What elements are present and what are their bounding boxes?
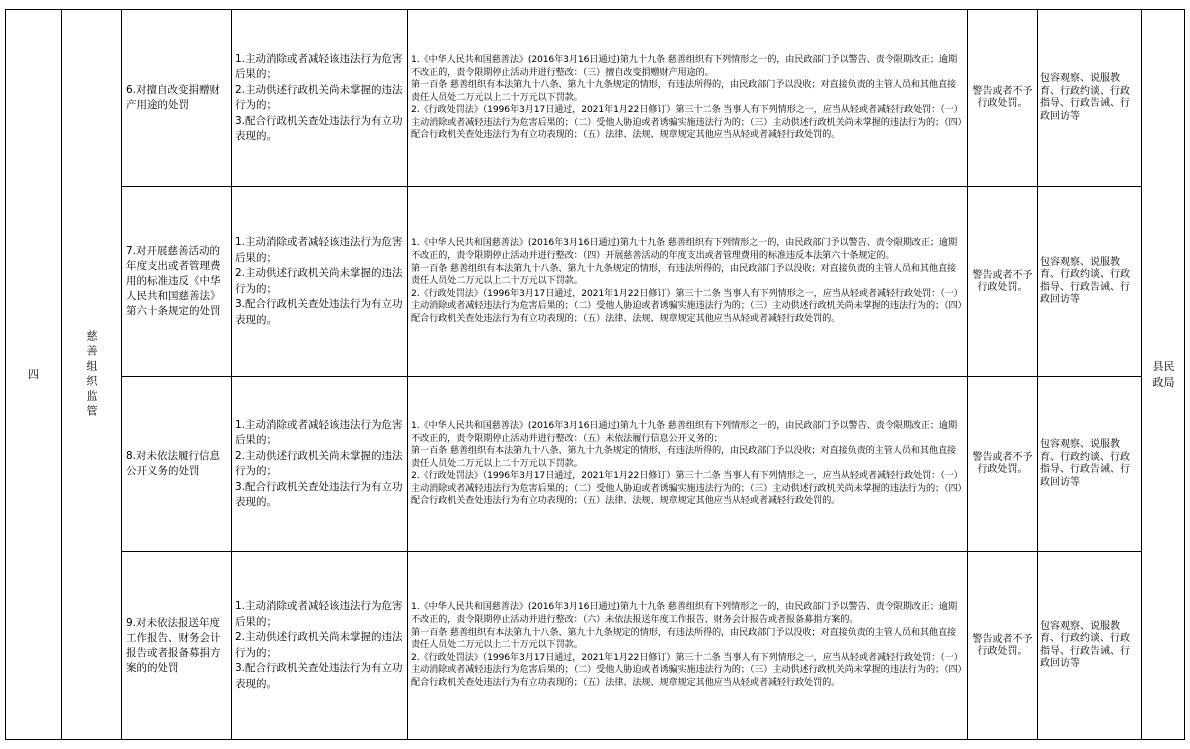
sequence-number: 四 (28, 368, 39, 381)
condition-line: 1.主动消除或者减轻该违法行为危害后果的； (235, 236, 403, 264)
item-cell (122, 552, 231, 739)
legal-basis-paragraph: 2.《行政处罚法》（1996年3月17日通过，2021年1月22日修订）第三十二条 当事人有下列情形之一，应当从轻或者减轻行政处罚：（一）主动消除或者减轻违法行为危害后果的；（二）受他人胁迫或者诱骗实施违法行为的；（三）主动供述行政机关尚未掌握的违法行为的；（四）配合行政机关查处违法行为有立功表现的；（五）法律、法规、规章规定其他应当从轻或者减轻行政处罚的。 (411, 470, 963, 507)
conditions-cell (232, 377, 407, 551)
penalty-text: 警告或者不予行政处罚。 (972, 452, 1033, 475)
measures-text: 包容观察、说服教育、行政约谈、行政指导、行政告诫、行政回访等 (1040, 73, 1130, 122)
item-text: 6.对擅自改变捐赠财产用途的处罚 (126, 84, 221, 111)
item-cell (122, 377, 231, 551)
item-text: 8.对未依法履行信息公开义务的处罚 (126, 450, 221, 477)
measures-cell (1038, 10, 1141, 186)
legal-basis-paragraph: 1.《中华人民共和国慈善法》(2016年3月16日通过)第九十九条 慈善组织有下列情形之一的，由民政部门予以警告、责令限期改正；逾期不改正的，责令限期停止活动并进行整改：（三）擅自改变捐赠财产用途的。 (411, 53, 957, 78)
condition-line: 2.主动供述行政机关尚未掌握的违法行为的； (235, 449, 403, 477)
condition-line: 2.主动供述行政机关尚未掌握的违法行为的； (235, 267, 403, 295)
measures-cell (1038, 552, 1141, 739)
legal-basis-paragraph: 第一百条 慈善组织有本法第九十八条、第九十九条规定的情形，有违法所得的，由民政部门予以没收；对直接负责的主管人员和其他直接责任人员处二万元以上二十万元以下罚款。 (411, 262, 957, 287)
legal-basis-paragraph: 1.《中华人民共和国慈善法》(2016年3月16日通过)第九十九条 慈善组织有下列情形之一的，由民政部门予以警告、责令限期改正；逾期不改正的，责令限期停止活动并进行整改：（五）未依法履行信息公开义务的； (411, 419, 957, 444)
legal-basis-paragraph: 2.《行政处罚法》（1996年3月17日通过，2021年1月22日修订）第三十二条 当事人有下列情形之一，应当从轻或者减轻行政处罚：（一）主动消除或者减轻违法行为危害后果的；（二）受他人胁迫或者诱骗实施违法行为的；（三）主动供述行政机关尚未掌握的违法行为的；（四）配合行政机关查处违法行为有立功表现的；（五）法律、法规、规章规定其他应当从轻或者减轻行政处罚的。 (411, 287, 963, 324)
condition-line: 2.主动供述行政机关尚未掌握的违法行为的； (235, 83, 403, 111)
legal-basis-paragraph: 2.《行政处罚法》（1996年3月17日通过，2021年1月22日修订）第三十二条 当事人有下列情形之一，应当从轻或者减轻行政处罚：（一）主动消除或者减轻违法行为危害后果的；（二）受他人胁迫或者诱骗实施违法行为的；（三）主动供述行政机关尚未掌握的违法行为的；（四）配合行政机关查处违法行为有立功表现的；（五）法律、法规、规章规定其他应当从轻或者减轻行政处罚的。 (411, 104, 963, 141)
penalty-text: 警告或者不予行政处罚。 (972, 269, 1033, 293)
condition-line: 3.配合行政机关查处违法行为有立功表现的。 (235, 480, 403, 508)
item-cell (122, 187, 231, 376)
measures-text: 包容观察、说服教育、行政约谈、行政指导、行政告诫、行政回访等 (1040, 256, 1130, 305)
item-text: 7.对开展慈善活动的年度支出或者管理费用的标准违反《中华人民共和国慈善法》第六十条规定的处罚 (126, 245, 221, 317)
basis-cell (408, 377, 967, 551)
condition-line: 3.配合行政机关查处违法行为有立功表现的。 (235, 298, 403, 326)
item-cell (122, 10, 231, 186)
condition-line: 3.配合行政机关查处违法行为有立功表现的。 (235, 662, 403, 690)
legal-basis-paragraph: 第一百条 慈善组织有本法第九十八条、第九十九条规定的情形，有违法所得的，由民政部门予以没收；对直接负责的主管人员和其他直接责任人员处二万元以上二十万元以下罚款。 (411, 79, 957, 103)
measures-cell (1038, 187, 1141, 376)
legal-basis-paragraph: 第一百条 慈善组织有本法第九十八条、第九十九条规定的情形，有违法所得的，由民政部门予以没收；对直接负责的主管人员和其他直接责任人员处二万元以上二十万元以下罚款。 (411, 626, 957, 651)
basis-cell (408, 187, 967, 376)
basis-cell (408, 552, 967, 739)
penalty-cell (968, 377, 1037, 551)
category-label: 慈善组织监管 (85, 329, 98, 420)
conditions-cell (232, 10, 407, 186)
legal-basis-paragraph: 第一百条 慈善组织有本法第九十八条、第九十九条规定的情形，有违法所得的，由民政部门予以没收；对直接负责的主管人员和其他直接责任人员处二万元以上二十万元以下罚款。 (411, 445, 957, 469)
penalty-cell (968, 187, 1037, 376)
measures-text: 包容观察、说服教育、行政约谈、行政指导、行政告诫、行政回访等 (1040, 439, 1130, 488)
condition-line: 1.主动消除或者减轻该违法行为危害后果的； (235, 418, 403, 446)
condition-line: 2.主动供述行政机关尚未掌握的违法行为的； (235, 631, 403, 659)
penalty-cell (968, 10, 1037, 186)
measures-cell (1038, 377, 1141, 551)
legal-basis-paragraph: 2.《行政处罚法》（1996年3月17日通过，2021年1月22日修订）第三十二条 当事人有下列情形之一，应当从轻或者减轻行政处罚：（一）主动消除或者减轻违法行为危害后果的；（二）受他人胁迫或者诱骗实施违法行为的；（三）主动供述行政机关尚未掌握的违法行为的；（四）配合行政机关查处违法行为有立功表现的；（五）法律、法规、规章规定其他应当从轻或者减轻行政处罚的。 (411, 651, 963, 688)
regulation-table (5, 9, 1185, 740)
penalty-cell (968, 552, 1037, 739)
condition-line: 3.配合行政机关查处违法行为有立功表现的。 (235, 114, 403, 142)
department-label: 县民政局 (1152, 359, 1175, 389)
basis-cell (408, 10, 967, 186)
measures-text: 包容观察、说服教育、行政约谈、行政指导、行政告诫、行政回访等 (1040, 620, 1130, 669)
penalty-text: 警告或者不予行政处罚。 (972, 633, 1033, 657)
legal-basis-paragraph: 1.《中华人民共和国慈善法》(2016年3月16日通过)第九十九条 慈善组织有下列情形之一的，由民政部门予以警告、责令限期改正；逾期不改正的，责令限期停止活动并进行整改：（六）未依法报送年度工作报告、财务会计报告或者报备募捐方案的。 (411, 601, 957, 626)
category-cell (62, 10, 121, 739)
conditions-cell (232, 552, 407, 739)
department-cell (1142, 10, 1185, 739)
conditions-cell (232, 187, 407, 376)
legal-basis-paragraph: 1.《中华人民共和国慈善法》(2016年3月16日通过)第九十九条 慈善组织有下列情形之一的，由民政部门予以警告、责令限期改正；逾期不改正的，责令限期停止活动并进行整改：（四）开展慈善活动的年度支出或者管理费用的标准违反本法第六十条规定的。 (411, 237, 957, 262)
condition-line: 1.主动消除或者减轻该违法行为危害后果的； (235, 52, 403, 80)
item-text: 9.对未依法报送年度工作报告、财务会计报告或者报备募捐方案的的处罚 (126, 616, 221, 674)
penalty-text: 警告或者不予行政处罚。 (972, 86, 1033, 109)
condition-line: 1.主动消除或者减轻该违法行为危害后果的； (235, 600, 403, 628)
